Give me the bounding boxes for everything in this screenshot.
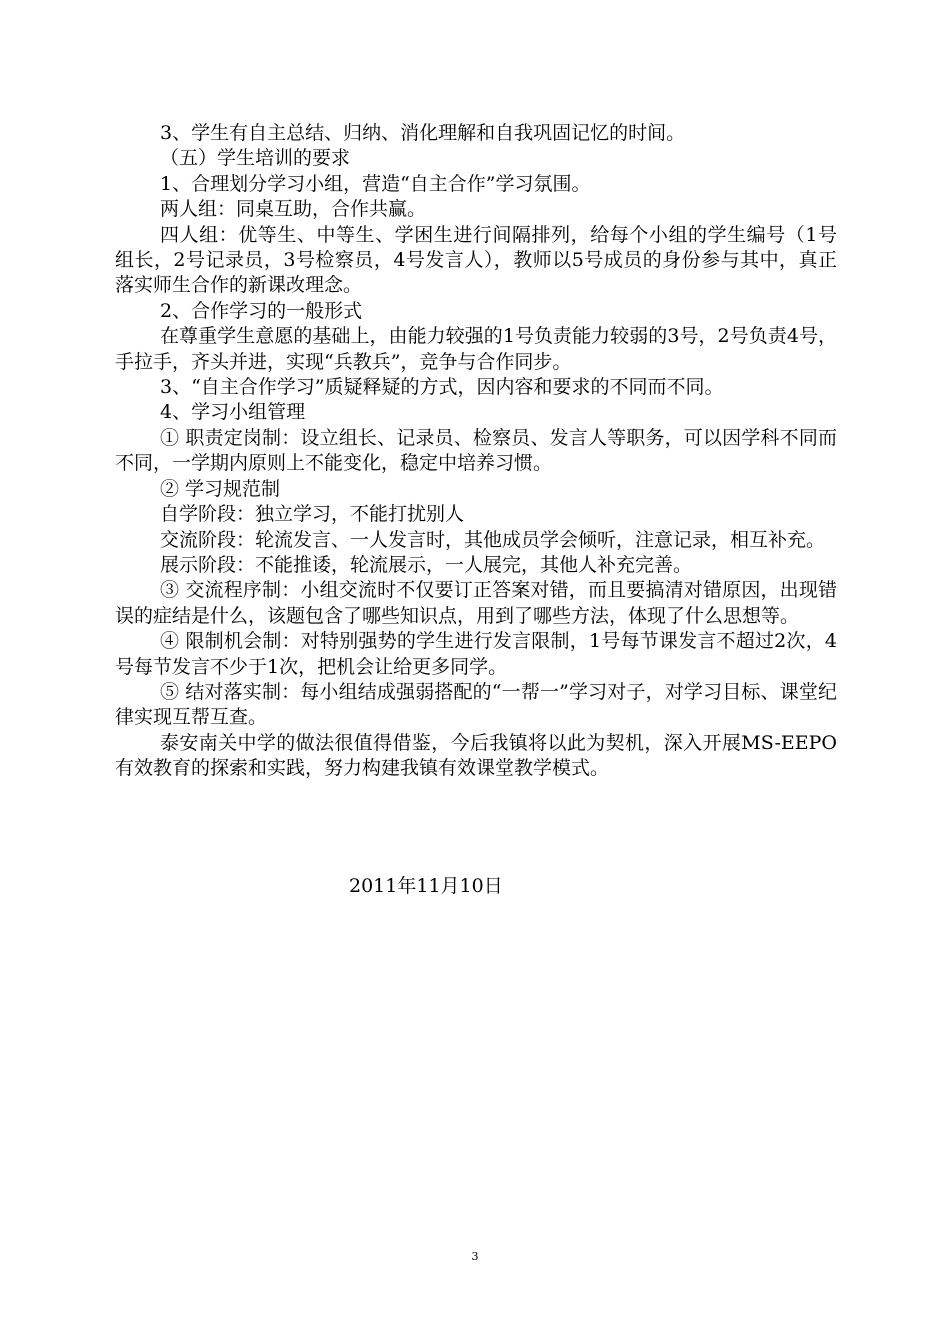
document-date: 2011年11月10日: [349, 875, 503, 897]
document-body: [115, 121, 837, 782]
page-number: 3: [471, 1250, 479, 1263]
paragraph-8: 4、学习小组管理: [160, 401, 306, 424]
paragraph-5: 2、合作学习的一般形式: [160, 299, 363, 322]
paragraph-16: ⑤ 结对落实制：每小组结成强弱搭配的“一帮一”学习对子，对学习目标、课堂纪律实现互帮互查。: [115, 680, 837, 729]
section-heading-five: （五）学生培训的要求: [160, 147, 351, 170]
paragraph-15: ④ 限制机会制：对特别强势的学生进行发言限制，1号每节课发言不超过2次，4号每节发言不少于1次，把机会让给更多同学。: [115, 630, 837, 678]
paragraph-4: 四人组：优等生、中等生、学困生进行间隔排列，给每个小组的学生编号（1号组长，2号记录员，3号检察员，4号发言人），教师以5号成员的身份参与其中，真正落实师生合作的新课改理念。: [115, 223, 837, 297]
paragraph-11: 自学阶段：独立学习，不能打扰别人: [160, 503, 465, 526]
paragraph-9: ① 职责定岗制：设立组长、记录员、检察员、发言人等职务，可以因学科不同而不同，一学期内原则上不能变化，稳定中培养习惯。: [115, 426, 837, 475]
paragraph-1: 3、学生有自主总结、归纳、消化理解和自我巩固记忆的时间。: [160, 122, 686, 144]
paragraph-13: 展示阶段：不能推诿，轮流展示，一人展完，其他人补充完善。: [160, 553, 693, 576]
paragraph-12: 交流阶段：轮流发言、一人发言时，其他成员学会倾听，注意记录，相互补充。: [160, 528, 826, 551]
paragraph-2: 1、合理划分学习小组，营造“自主合作”学习氛围。: [160, 172, 591, 195]
paragraph-6: 在尊重学生意愿的基础上，由能力较强的1号负责能力较弱的3号，2号负责4号，手拉手，齐头并进，实现“兵教兵”，竞争与合作同步。: [115, 325, 837, 373]
paragraph-7: 3、“自主合作学习”质疑释疑的方式，因内容和要求的不同而不同。: [160, 376, 724, 399]
paragraph-3: 两人组：同桌互助，合作共赢。: [160, 198, 427, 221]
paragraph-14: ③ 交流程序制：小组交流时不仅要订正答案对错，而且要搞清对错原因，出现错误的症结是什么，该题包含了哪些知识点，用到了哪些方法，体现了什么思想等。: [115, 579, 837, 627]
paragraph-17: 泰安南关中学的做法很值得借鉴，今后我镇将以此为契机，深入开展MS-EEPO有效教育的探索和实践，努力构建我镇有效课堂教学模式。: [115, 731, 837, 780]
paragraph-10: ② 学习规范制: [160, 477, 281, 500]
